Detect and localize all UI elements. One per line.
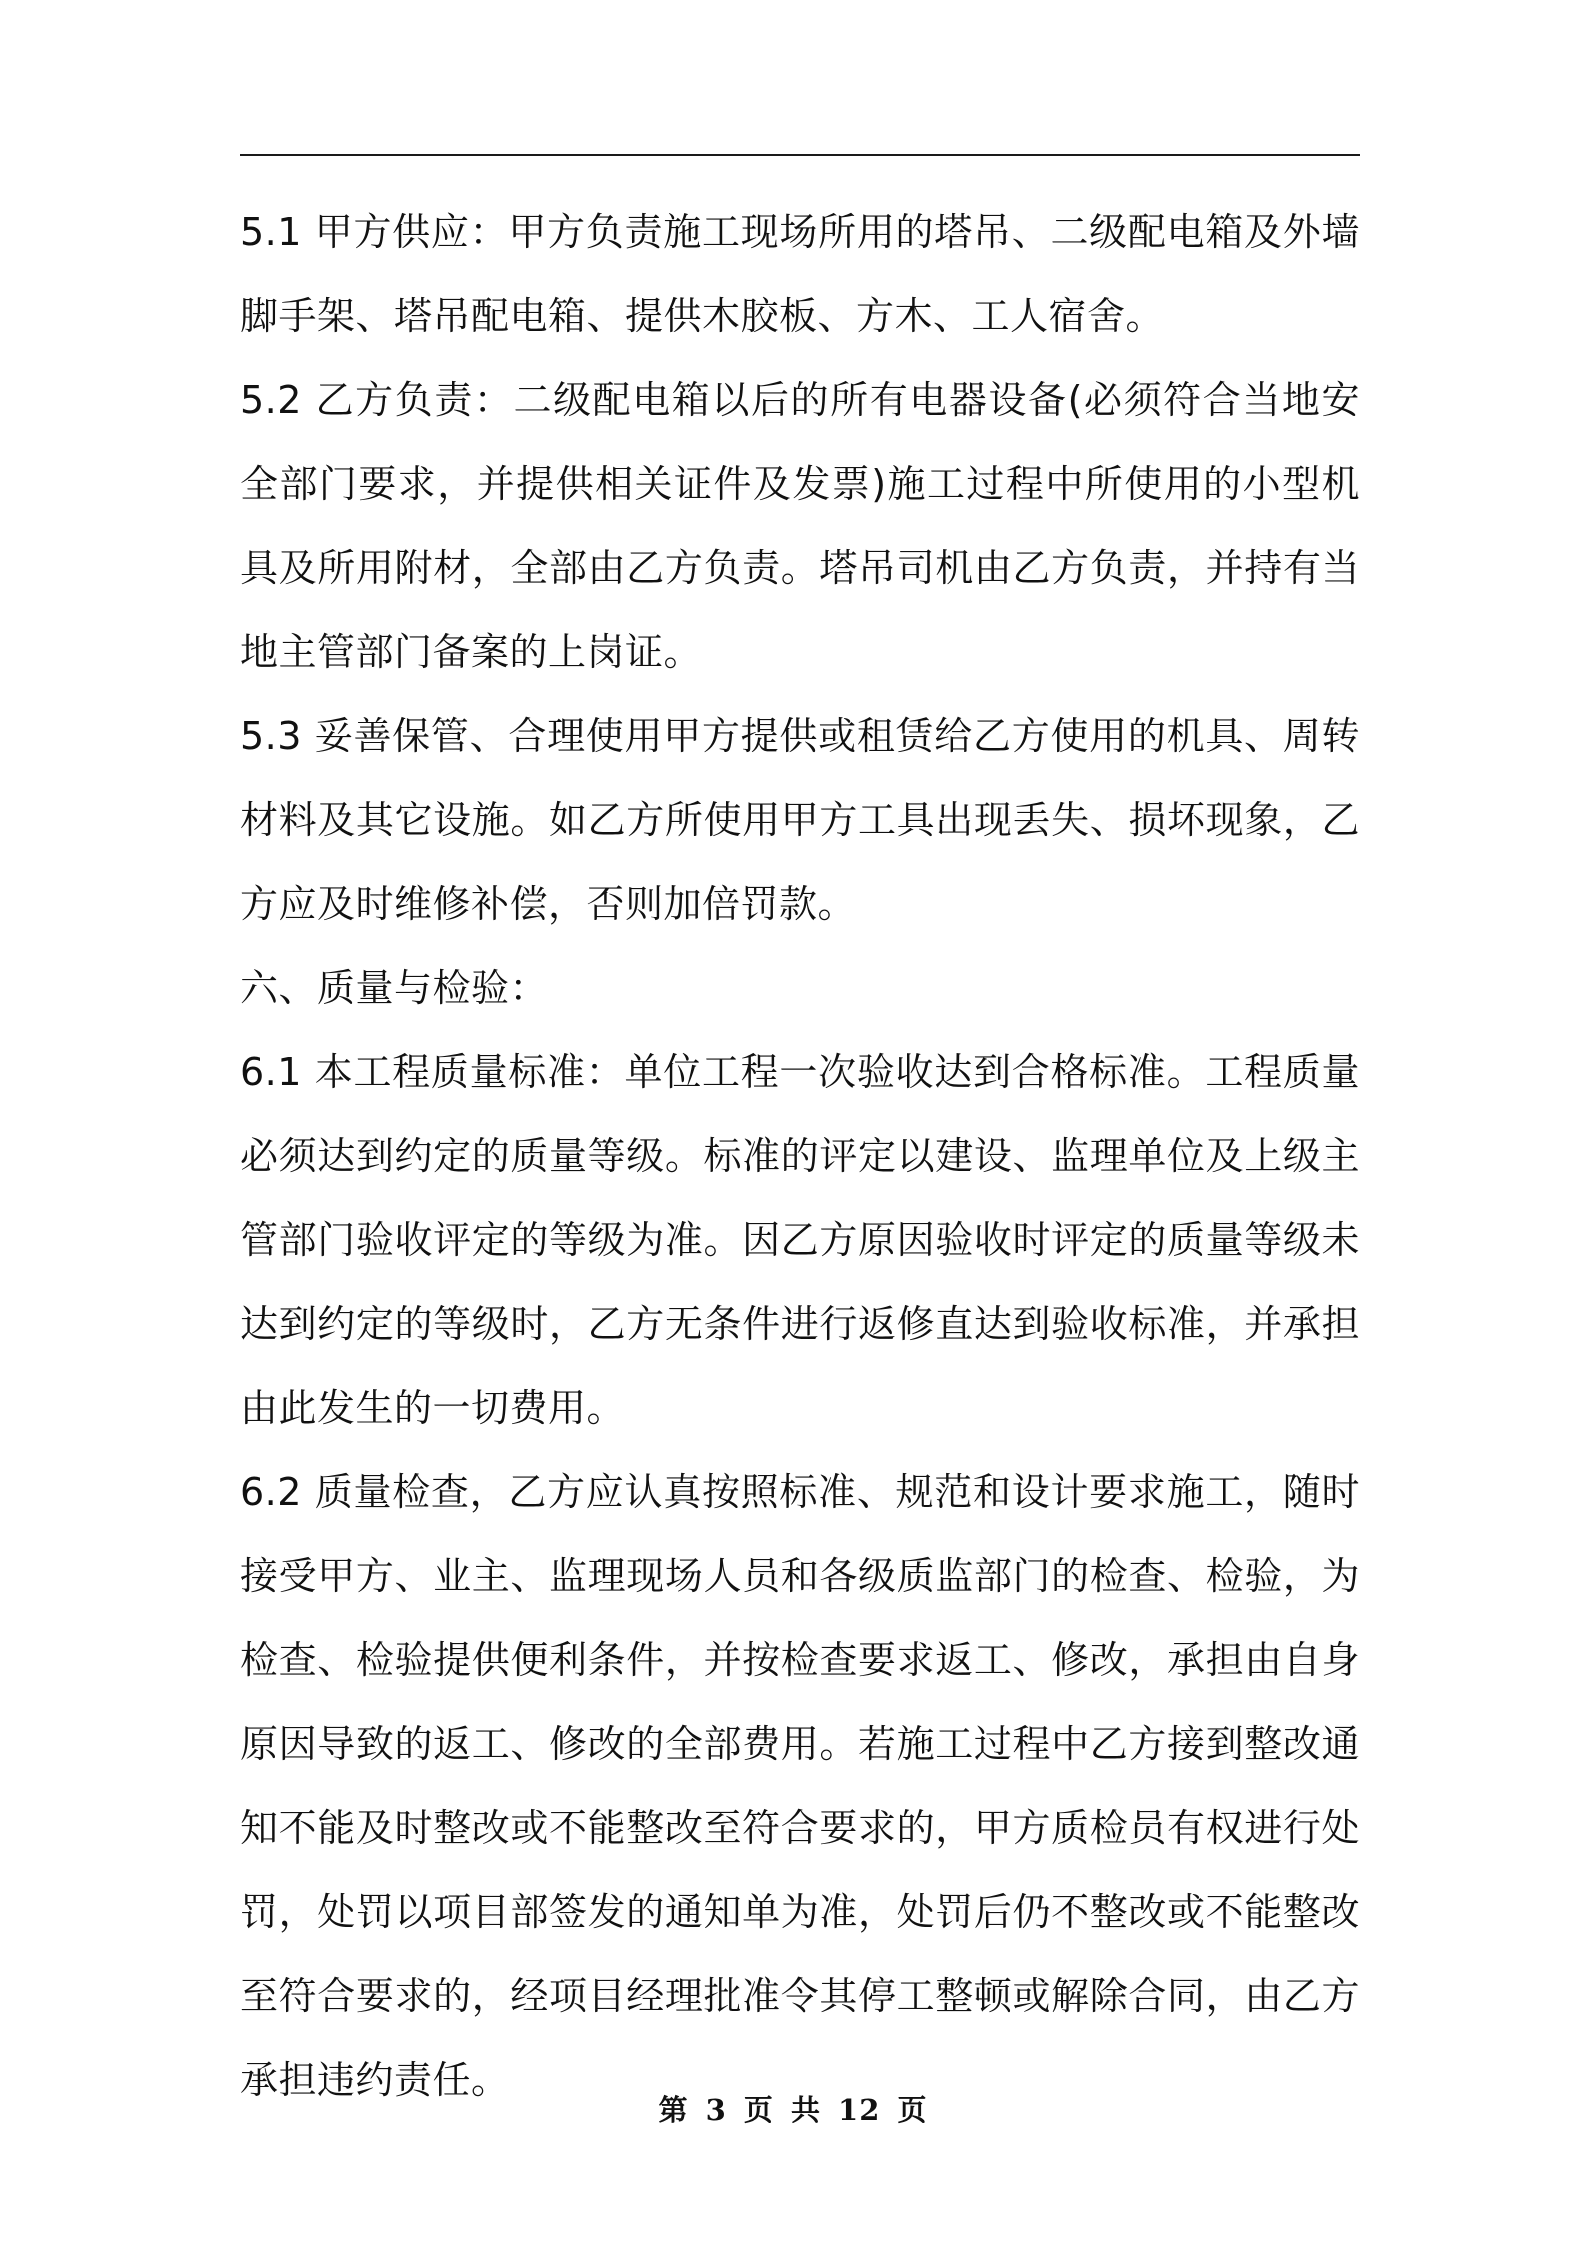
paragraph-5-1: 5.1 甲方供应：甲方负责施工现场所用的塔吊、二级配电箱及外墙脚手架、塔吊配电箱、提供木胶板、方木、工人宿舍。 <box>240 210 1360 338</box>
document-body <box>240 190 1360 2122</box>
paragraph-5-2: 5.2 乙方负责：二级配电箱以后的所有电器设备(必须符合当地安全部门要求，并提供相关证件及发票)施工过程中所使用的小型机具及所用附材，全部由乙方负责。塔吊司机由乙方负责，并持有当地主管部门备案的上岗证。 <box>240 378 1360 674</box>
paragraph-6-2: 6.2 质量检查，乙方应认真按照标准、规范和设计要求施工，随时接受甲方、业主、监理现场人员和各级质监部门的检查、检验，为检查、检验提供便利条件，并按检查要求返工、修改，承担由自身原因导致的返工、修改的全部费用。若施工过程中乙方接到整改通知不能及时整改或不能整改至符合要求的，甲方质检员有权进行处罚，处罚以项目部签发的通知单为准，处罚后仍不整改或不能整改至符合要求的，经项目经理批准令其停工整顿或解除合同，由乙方承担违约责任。 <box>240 1470 1360 2102</box>
paragraph-5-3: 5.3 妥善保管、合理使用甲方提供或租赁给乙方使用的机具、周转材料及其它设施。如乙方所使用甲方工具出现丢失、损坏现象，乙方应及时维修补偿，否则加倍罚款。 <box>240 714 1360 926</box>
page-number-footer: 第 3 页 共 12 页 <box>658 2093 928 2127</box>
paragraph-6-1: 6.1 本工程质量标准：单位工程一次验收达到合格标准。工程质量必须达到约定的质量等级。标准的评定以建设、监理单位及上级主管部门验收评定的等级为准。因乙方原因验收时评定的质量等级未达到约定的等级时，乙方无条件进行返修直达到验收标准，并承担由此发生的一切费用。 <box>240 1050 1360 1430</box>
header-rule <box>240 154 1360 156</box>
section-heading-quality: 六、质量与检验： <box>240 966 549 1010</box>
